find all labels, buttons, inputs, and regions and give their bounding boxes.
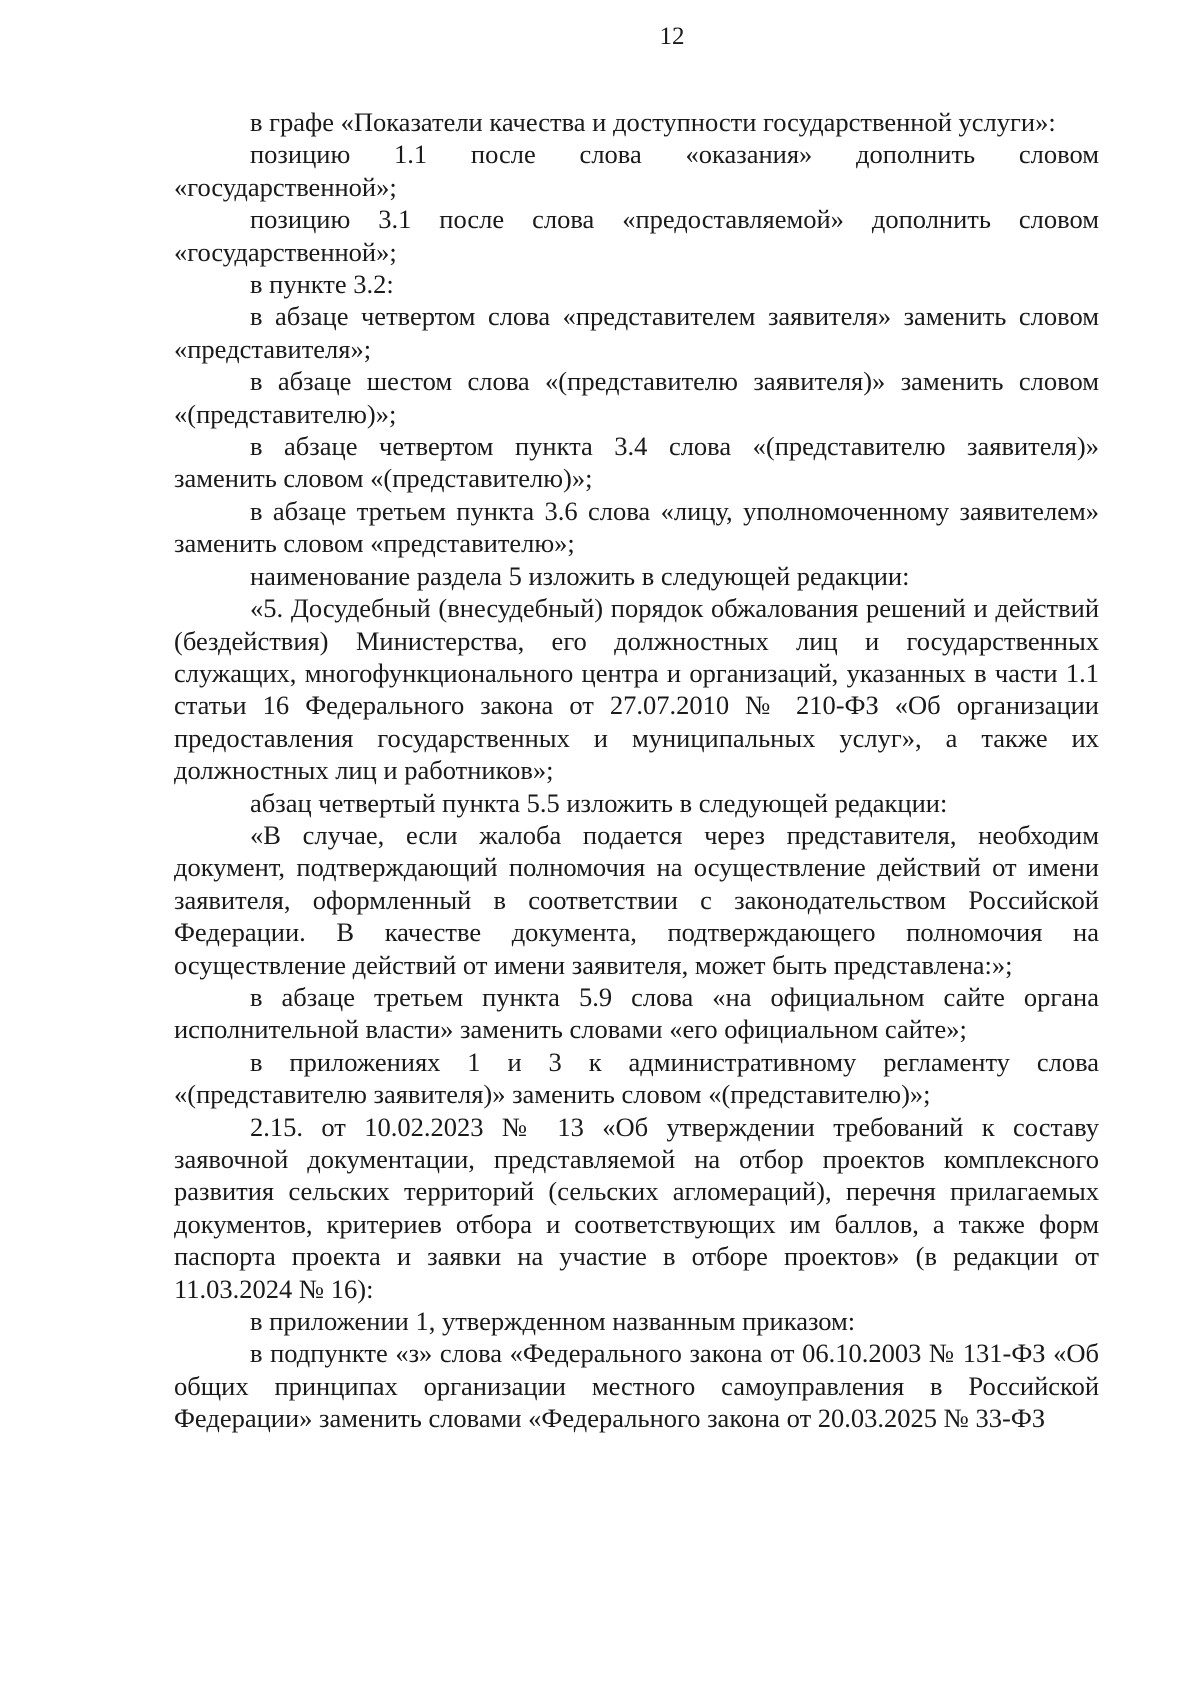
page-number: 12 <box>659 23 685 50</box>
paragraph-item-5-9: в абзаце третьем пункта 5.9 слова «на официальном сайте органа исполнительной власти» заменить словами «его официальном сайте»; <box>174 981 1099 1045</box>
paragraph-subitem-z: в подпункте «з» слова «Федерального закона от 06.10.2003 № 131-ФЗ «Об общих принципах организации местного самоуправления в Российской Федерации» заменить словами «Федерального закона от 20.03.2025 № 33-ФЗ <box>174 1338 1099 1434</box>
paragraph-position-3-1: позицию 3.1 после слова «предоставляемой» дополнить словом «государственной»; <box>174 204 1099 267</box>
document-body <box>174 106 1099 1435</box>
paragraph-item-5-5-text: «В случае, если жалоба подается через представителя, необходим документ, подтверждающий полномочия на осуществление действий от имени заявителя, оформленный в соответствии с законодательством Российской Федерации. В качестве документа, подтверждающего полномочия на осуществление действий от имени заявителя, может быть представлена:»; <box>174 819 1099 980</box>
paragraph-item-3-2: в пункте 3.2: <box>250 269 394 300</box>
paragraph-item-3-4: в абзаце четвертом пункта 3.4 слова «(представителю заявителя)» заменить словом «(представителю)»; <box>174 431 1099 494</box>
paragraph-appendix-1: в приложении 1, утвержденном названным приказом: <box>250 1306 856 1337</box>
paragraph-section-5-text: «5. Досудебный (внесудебный) порядок обжалования решений и действий (бездействия) Министерства, его должностных лиц и государственных служащих, многофункционального центра и организаций, указанных в части 1.1 статьи 16 Федерального закона от 27.07.2010 № 210-ФЗ «Об организации предоставления государственных и муниципальных услуг», а также их должностных лиц и работников»; <box>174 593 1099 786</box>
paragraph-item-5-5: абзац четвертый пункта 5.5 изложить в следующей редакции: <box>250 787 948 818</box>
paragraph-section-5-title: наименование раздела 5 изложить в следующей редакции: <box>250 560 910 591</box>
paragraph-quality-column: в графе «Показатели качества и доступности государственной услуги»: <box>250 107 1056 137</box>
paragraph-sixth-abzac: в абзаце шестом слова «(представителю заявителя)» заменить словом «(представителю)»; <box>174 366 1099 429</box>
paragraph-item-3-6: в абзаце третьем пункта 3.6 слова «лицу, уполномоченному заявителем» заменить словом «представителю»; <box>174 495 1099 559</box>
paragraph-position-1-1: позицию 1.1 после слова «оказания» дополнить словом «государственной»; <box>174 139 1099 202</box>
paragraph-fourth-abzac: в абзаце четвертом слова «представителем заявителя» заменить словом «представителя»; <box>174 301 1099 364</box>
paragraph-appendices: в приложениях 1 и 3 к административному регламенту слова «(представителю заявителя)» заменить словом «(представителю)»; <box>174 1046 1099 1110</box>
paragraph-item-2-15: 2.15. от 10.02.2023 № 13 «Об утверждении требований к составу заявочной документации, представляемой на отбор проектов комплексного развития сельских территорий (сельских агломераций), перечня прилагаемых документов, критериев отбора и соответствующих им баллов, а также форм паспорта проекта и заявки на участие в отборе проектов» (в редакции от 11.03.2024 № 16): <box>174 1111 1099 1304</box>
